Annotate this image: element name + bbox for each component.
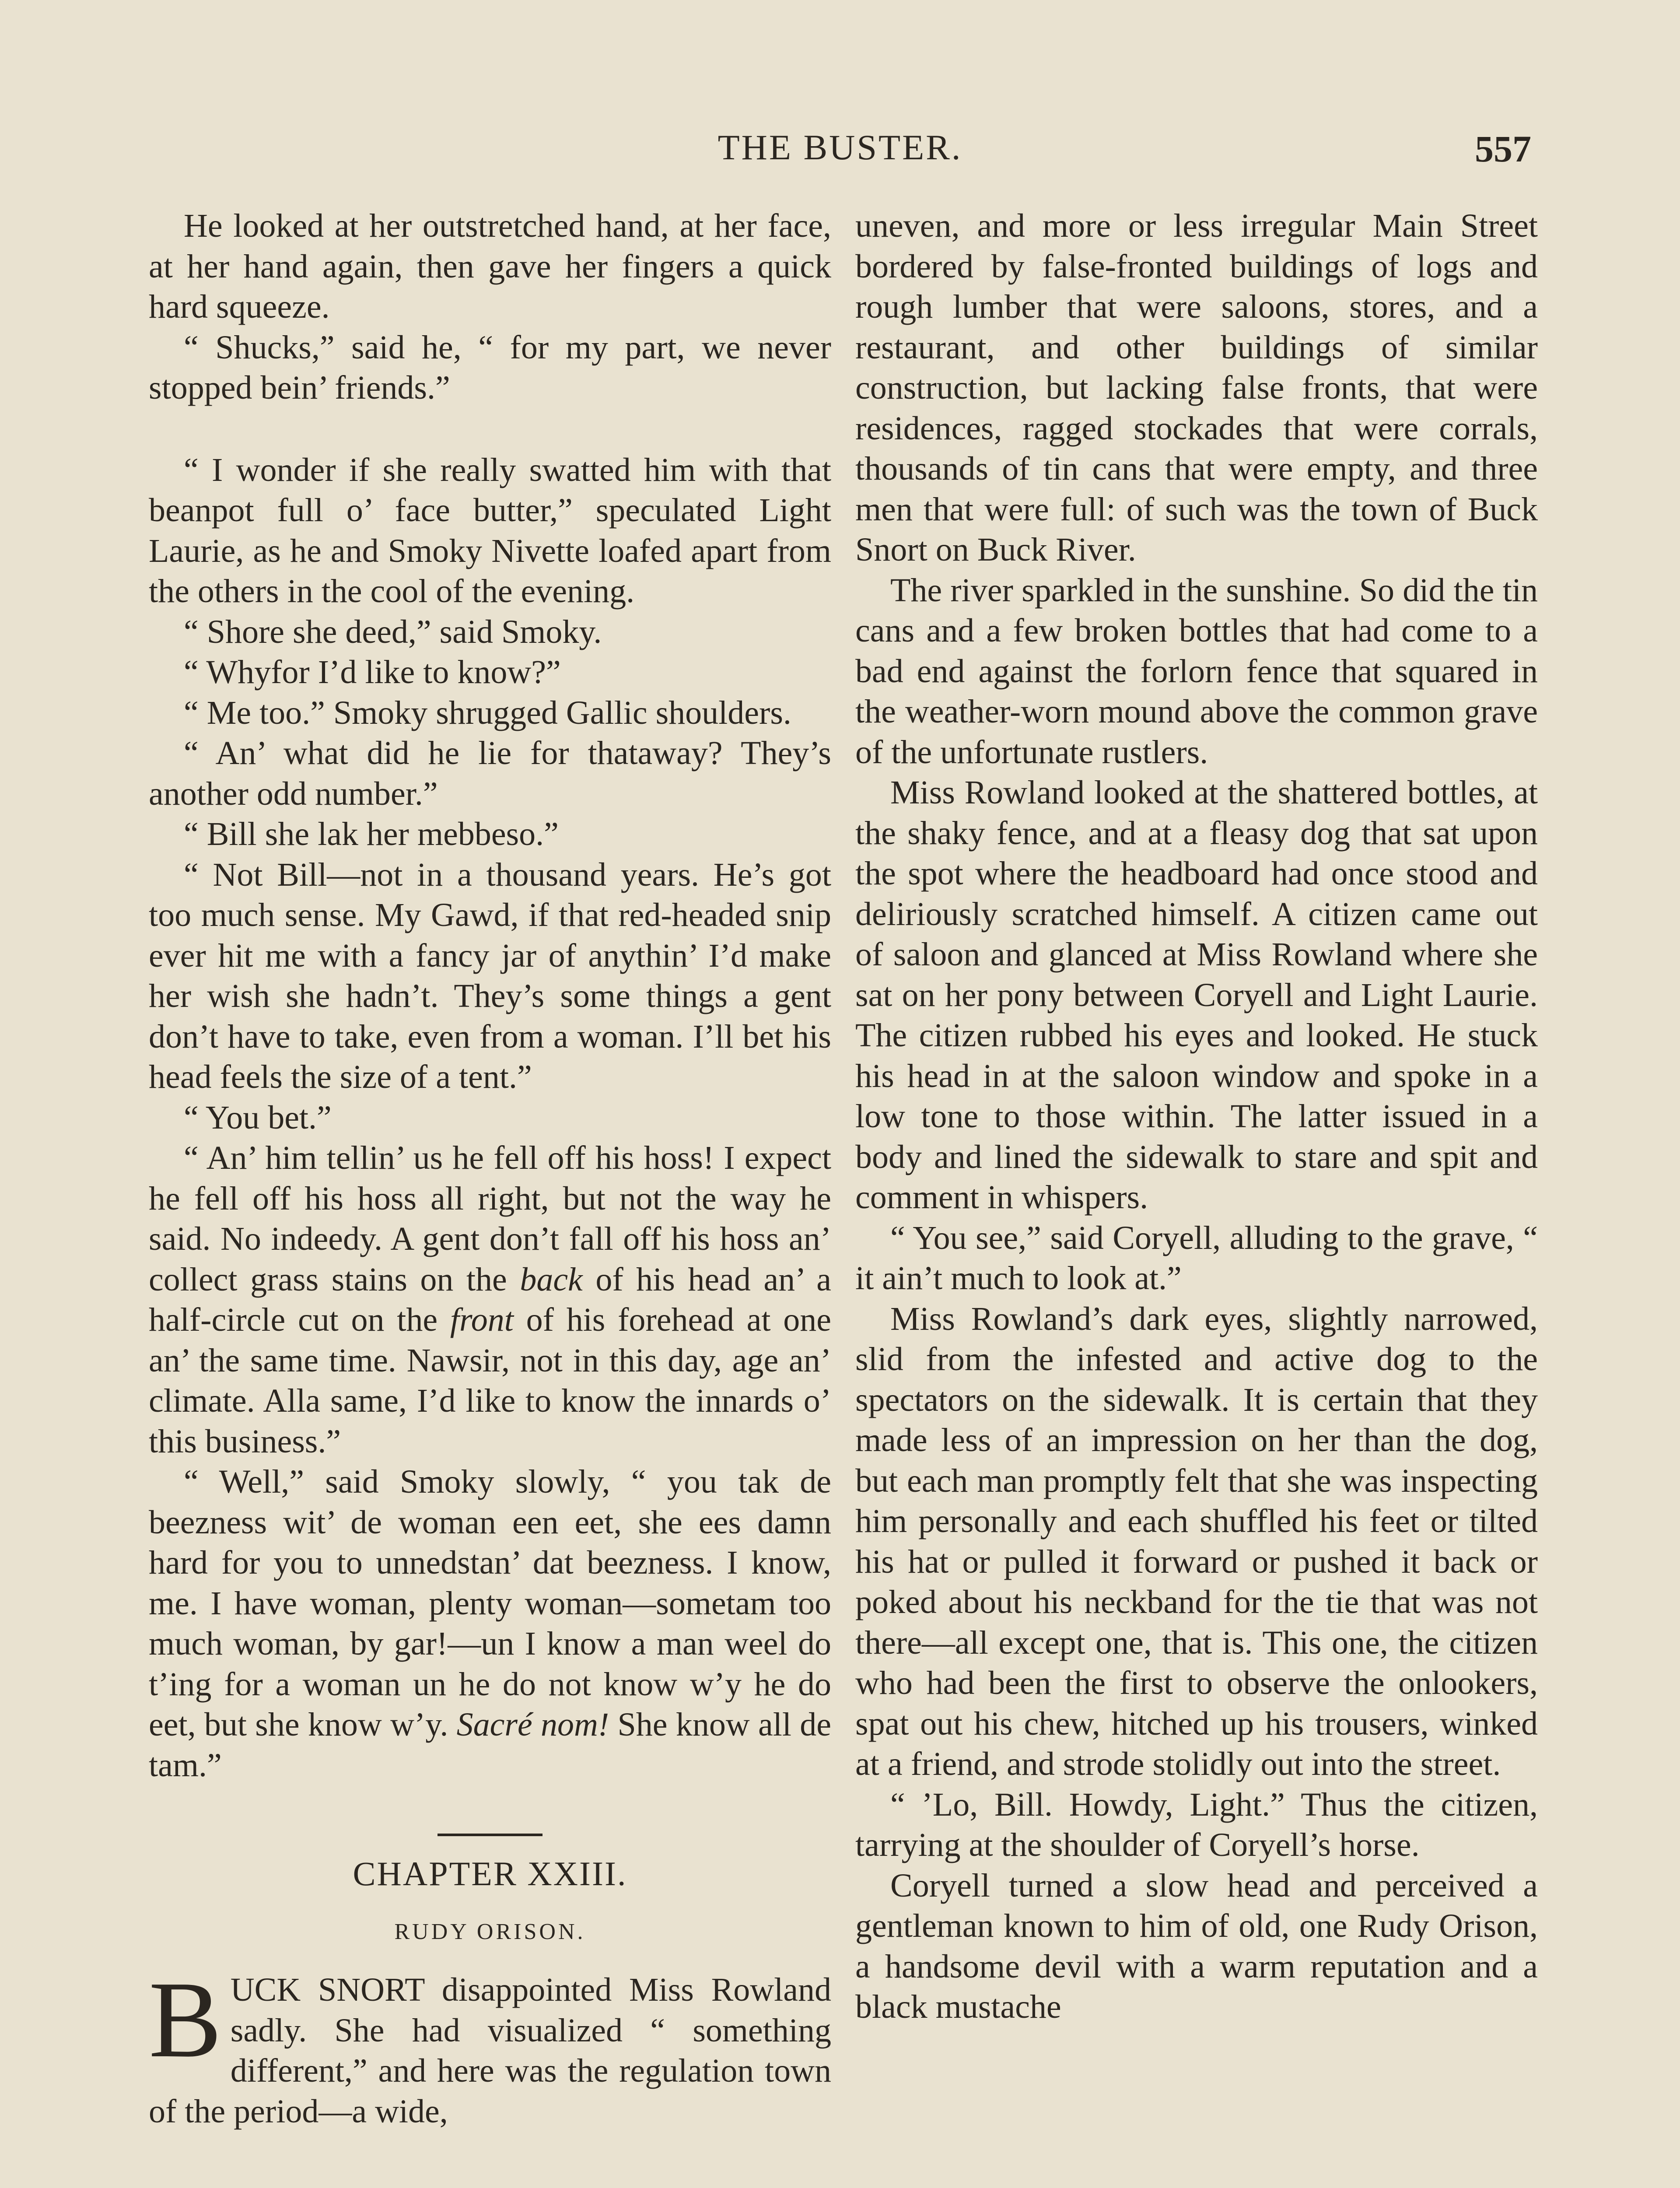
paragraph: Coryell turned a slow head and perceived a gentleman known to him of old, one Rudy Orison, a handsome devil with a warm reputation and a black mustache <box>855 1867 1538 2025</box>
paragraph: He looked at her outstretched hand, at her face, at her hand again, then gave her fingers a quick hard squeeze. <box>149 207 831 325</box>
italic-text: front <box>450 1301 514 1338</box>
paragraph: “ Shucks,” said he, “ for my part, we never stopped bein’ friends.” <box>149 329 831 406</box>
paragraph: “ An’ what did he lie for thataway? They’s another odd number.” <box>149 735 831 812</box>
section-break <box>149 408 831 450</box>
italic-text: back <box>520 1261 583 1298</box>
text-run: of his forehead at one an’ the same time. Nawsir, not in this day, age an’ climate. Alla same, I’d like to know the innards o’ this business.” <box>149 1301 832 1460</box>
page-header <box>0 118 1680 179</box>
right-column <box>855 206 1538 2027</box>
paragraph: “ Me too.” Smoky shrugged Gallic shoulders. <box>184 694 791 731</box>
paragraph: uneven, and more or less irregular Main Street bordered by false-fronted buildings of logs and rough lumber that were saloons, stores, and a restaurant, and other buildings of similar construction, but lacking false fronts, that were residences, ragged stockades that were corrals, thousands of tin cans that were empty, and three men that were full: of such was the town of Buck Snort on Buck River. <box>855 207 1538 568</box>
left-column <box>149 206 831 2132</box>
page-number: 557 <box>1475 128 1531 170</box>
text-run: “ Well,” said Smoky slowly, “ you tak de beezness wit’ de woman een eet, she ees damn hard for you to unnedstan’ dat beezness. I know, me. I have woman, plenty woman—sometam too much woman, by gar!—un I know a man weel do t’ing for a woman un he do not know w’y he do eet, but she know w’y. <box>149 1463 831 1743</box>
italic-text: Sacré nom! <box>456 1706 609 1743</box>
text-run: “ An’ him tellin’ us he fell off his hoss! I expect he fell off his hoss all right, but not the way he said. No indeedy. A gent don’t fall off his hoss an’ collect grass stains on the <box>149 1140 831 1298</box>
paragraph: “ Whyfor I’d like to know?” <box>184 654 561 691</box>
chapter-subtitle: RUDY ORISON. <box>394 1919 586 1944</box>
paragraph: “ You bet.” <box>184 1099 332 1136</box>
paragraph: Miss Rowland looked at the shattered bottles, at the shaky fence, and at a fleasy dog that sat upon the spot where the headboard had once stood and deliriously scratched himself. A citizen came out of saloon and glanced at Miss Rowland where she sat on her pony between Coryell and Light Laurie. The citizen rubbed his eyes and looked. He stuck his head in at the saloon window and spoke in a low tone to those within. The latter issued in a body and lined the sidewalk to stare and spit and comment in whispers. <box>855 774 1538 1216</box>
running-head: THE BUSTER. <box>718 127 962 167</box>
paragraph: “ Bill she lak her mebbeso.” <box>184 816 559 852</box>
paragraph: Miss Rowland’s dark eyes, slightly narrowed, slid from the infested and active dog to the spectators on the sidewalk. It is certain that they made less of an impression on her than the dog, but each man promptly felt that she was inspecting him personally and each shuffled his feet or tilted his hat or pulled it forward or pushed it back or poked about his neckband for the tie that was not there—all except one, that is. This one, the citizen who had been the first to observe the onlookers, spat out his chew, hitched up his trousers, winked at a friend, and strode stolidly out into the street. <box>855 1300 1538 1782</box>
chapter-title: CHAPTER XXIII. <box>353 1855 627 1893</box>
paragraph: “ Not Bill—not in a thousand years. He’s got too much sense. My Gawd, if that red-headed snip ever hit me with a fancy jar of anythin’ I’d make her wish she hadn’t. They’s some things a gent don’t have to take, even from a woman. I’ll bet his head feels the size of a tent.” <box>149 856 831 1095</box>
paragraph: “ You see,” said Coryell, alluding to the grave, “ it ain’t much to look at.” <box>855 1219 1538 1297</box>
paragraph <box>149 1462 831 1785</box>
text-run: UCK SNORT disappointed Miss Rowland sadly. She had visualized “ something different,” and here was the regulation town of the period—a wide, <box>149 1971 831 2130</box>
text-run: She know all de tam.” <box>149 1706 832 1784</box>
chapter-opening-paragraph <box>149 1959 831 2132</box>
paragraph <box>149 1138 831 1462</box>
chapter-divider <box>438 1834 542 1836</box>
paragraph: “ I wonder if she really swatted him with that beanpot full o’ face butter,” speculated Light Laurie, as he and Smoky Nivette loafed apart from the others in the cool of the evening. <box>149 451 831 610</box>
drop-cap: B <box>149 1959 222 2080</box>
paragraph: “ Shore she deed,” said Smoky. <box>184 613 602 650</box>
paragraph: “ ’Lo, Bill. Howdy, Light.” Thus the citizen, tarrying at the shoulder of Coryell’s horse. <box>855 1786 1538 1863</box>
text-run: of his head an’ a half-circle cut on the <box>149 1261 832 1338</box>
paragraph: The river sparkled in the sunshine. So did the tin cans and a few broken bottles that had come to a bad end against the forlorn fence that squared in the weather-worn mound above the common grave of the unfortunate rustlers. <box>855 572 1538 771</box>
